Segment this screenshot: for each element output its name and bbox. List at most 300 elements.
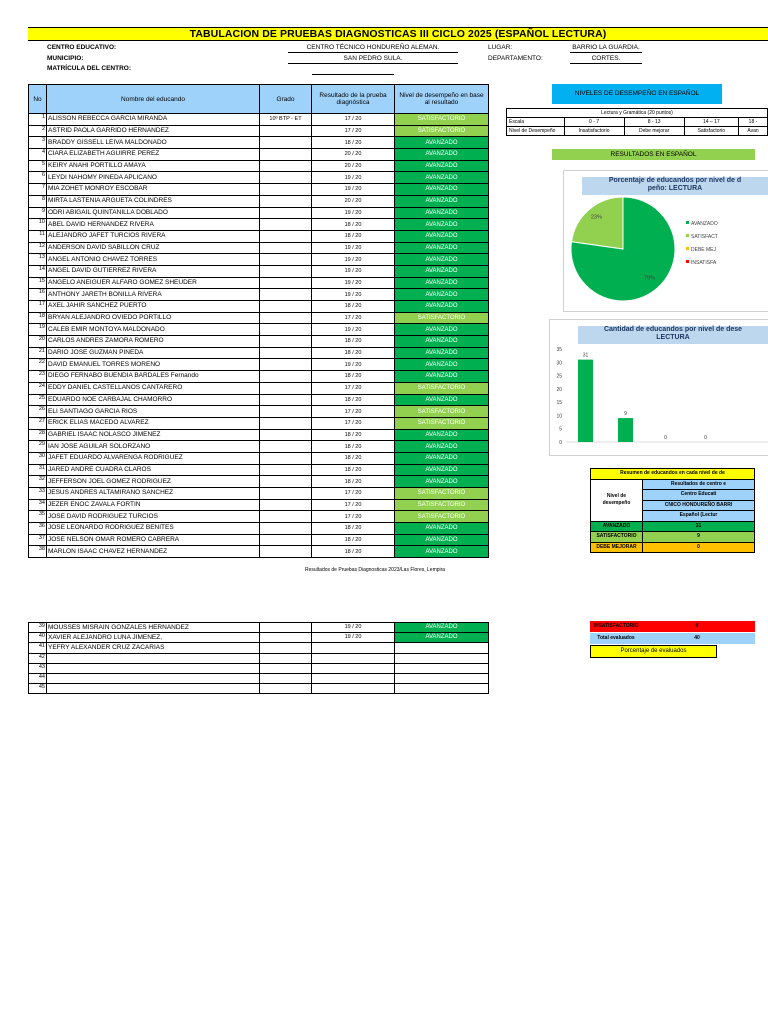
student-grado[interactable]	[260, 347, 312, 359]
bar-title-line: LECTURA	[656, 334, 690, 341]
row-number: 1	[29, 114, 47, 126]
table-row[interactable]	[29, 499, 489, 511]
student-score[interactable]: 17 / 20	[312, 406, 395, 418]
table-row[interactable]	[29, 125, 489, 137]
student-nivel: AVANZADO	[395, 371, 489, 383]
student-name[interactable]: MOUSSES MISRAIN GONZALES HERNANDEZ	[47, 623, 260, 633]
student-grado[interactable]	[260, 464, 312, 476]
student-name[interactable]: ASTRID PAOLA GARRIDO HERNANDEZ	[47, 125, 260, 137]
student-score[interactable]: 18 / 20	[312, 476, 395, 488]
lugar-value[interactable]: BARRIO LA GUARDIA.	[570, 44, 642, 53]
row-number: 30	[29, 452, 47, 464]
student-nivel: AVANZADO	[395, 336, 489, 348]
student-name[interactable]: ANGEL ANTONIO CHAVEZ TORRES	[47, 254, 260, 266]
row-number: 9	[29, 207, 47, 219]
student-nivel: AVANZADO	[395, 230, 489, 242]
student-score[interactable]: 18 / 20	[312, 301, 395, 313]
student-name[interactable]: ODRI ABIGAIL QUINTANILLA DOBLADO	[47, 207, 260, 219]
row-number: 16	[29, 289, 47, 301]
student-score[interactable]: 18 / 20	[312, 546, 395, 558]
student-grado[interactable]	[260, 394, 312, 406]
student-grado[interactable]	[260, 254, 312, 266]
row-number: 22	[29, 359, 47, 371]
student-score[interactable]: 18 / 20	[312, 137, 395, 149]
table-row[interactable]	[29, 394, 489, 406]
student-score[interactable]: 20 / 20	[312, 195, 395, 207]
centro-value[interactable]: CENTRO TÉCNICO HONDUREÑO ALEMAN.	[288, 44, 458, 53]
student-grado[interactable]	[260, 673, 312, 683]
student-score[interactable]: 17 / 20	[312, 382, 395, 394]
student-name[interactable]: ANTHONY JARETH BONILLA RIVERA	[47, 289, 260, 301]
porcentaje-label: Porcentaje de evaluados	[590, 645, 717, 658]
student-grado[interactable]	[260, 312, 312, 324]
row-number: 36	[29, 523, 47, 535]
student-nivel: AVANZADO	[395, 149, 489, 161]
table-row[interactable]	[29, 301, 489, 313]
resumen-resultados-label: Resultados de centro e	[643, 479, 755, 490]
escala-cell: 8 - 13	[624, 118, 684, 127]
students-tbody	[29, 114, 489, 558]
student-name[interactable]: JOSE NELSON OMAR ROMERO CABRERA	[47, 534, 260, 546]
student-grado[interactable]	[260, 406, 312, 418]
table-row[interactable]	[29, 149, 489, 161]
student-name[interactable]: CIARA ELIZABETH AGUIRRE PEREZ	[47, 149, 260, 161]
student-score[interactable]: 17 / 20	[312, 417, 395, 429]
student-score[interactable]: 20 / 20	[312, 149, 395, 161]
nivel-cell: Insatisfactorio	[564, 127, 624, 136]
resumen-level-value: 0	[643, 542, 755, 553]
depto-value[interactable]: CORTES.	[570, 55, 642, 64]
student-nivel: AVANZADO	[395, 452, 489, 464]
student-grado[interactable]	[260, 653, 312, 663]
student-score[interactable]: 19 / 20	[312, 324, 395, 336]
student-score[interactable]: 19 / 20	[312, 359, 395, 371]
table-row[interactable]	[29, 406, 489, 418]
student-name[interactable]	[47, 653, 260, 663]
student-name[interactable]: JAFET EDUARDO ALVARENGA RODRIGUEZ	[47, 452, 260, 464]
student-grado[interactable]	[260, 429, 312, 441]
table-row[interactable]	[29, 347, 489, 359]
table-row[interactable]	[29, 137, 489, 149]
student-grado[interactable]	[260, 265, 312, 277]
resumen-row	[591, 521, 755, 532]
pie-slice-satisfactorio	[572, 197, 623, 249]
student-name[interactable]: JESUS ANDRES ALTAMIRANO SANCHEZ	[47, 488, 260, 500]
student-grado[interactable]	[260, 488, 312, 500]
student-score[interactable]: 17 / 20	[312, 114, 395, 126]
y-tick-label: 15	[556, 400, 562, 407]
student-score[interactable]: 18 / 20	[312, 347, 395, 359]
student-grado[interactable]	[260, 663, 312, 673]
row-number: 12	[29, 242, 47, 254]
student-name[interactable]: ALEJANDRO JAFET TURCIOS RIVERA	[47, 230, 260, 242]
student-grado[interactable]	[260, 230, 312, 242]
student-score[interactable]: 19 / 20	[312, 172, 395, 184]
bar-title-line: Cantidad de educandos por nivel de dese	[603, 326, 743, 333]
student-nivel: AVANZADO	[395, 207, 489, 219]
student-nivel: AVANZADO	[395, 441, 489, 453]
student-score[interactable]: 18 / 20	[312, 230, 395, 242]
student-name[interactable]: CALEB EMIR MONTOYA MALDONADO	[47, 324, 260, 336]
student-score[interactable]: 19 / 20	[312, 254, 395, 266]
matricula-value[interactable]	[312, 65, 394, 75]
student-name[interactable]: JOSE LEONARDO RODRIGUEZ BENITES	[47, 523, 260, 535]
resumen-centro-value: CNICO HONDUREÑO BARRI	[643, 500, 755, 511]
resumen-centro-label: Centro Educati	[643, 490, 755, 501]
table-row[interactable]	[29, 289, 489, 301]
resumen-level-label: DEBE MEJORAR	[591, 542, 643, 553]
table-row[interactable]	[29, 195, 489, 207]
student-score[interactable]: 18 / 20	[312, 441, 395, 453]
row-number: 29	[29, 441, 47, 453]
student-nivel: SATISFACTORIO	[395, 417, 489, 429]
row-number: 14	[29, 265, 47, 277]
bar-avanzado	[578, 360, 593, 442]
student-grado[interactable]	[260, 125, 312, 137]
table-row[interactable]	[29, 684, 489, 694]
student-nivel: SATISFACTORIO	[395, 382, 489, 394]
row-number: 32	[29, 476, 47, 488]
row-number: 21	[29, 347, 47, 359]
student-nivel: AVANZADO	[395, 160, 489, 172]
student-score[interactable]: 19 / 20	[312, 184, 395, 196]
row-number: 42	[29, 653, 47, 663]
students-tbody-2	[29, 623, 489, 694]
table-row[interactable]	[29, 160, 489, 172]
student-name[interactable]: LEYDI NAHOMY PINEDA APLICANO	[47, 172, 260, 184]
bar-svg	[550, 344, 768, 454]
student-name[interactable]: EDDY DANIEL CASTELLANOS CANTARERO	[47, 382, 260, 394]
table-row[interactable]	[29, 623, 489, 633]
student-name[interactable]: MIRTA LASTENIA ARGUETA COLINDRES	[47, 195, 260, 207]
row-number: 15	[29, 277, 47, 289]
student-name[interactable]: EDUARDO NOE CARBAJAL CHAMORRO	[47, 394, 260, 406]
student-score[interactable]: 18 / 20	[312, 336, 395, 348]
student-score[interactable]: 19 / 20	[312, 289, 395, 301]
row-number: 37	[29, 534, 47, 546]
student-grado[interactable]	[260, 623, 312, 633]
resumen-level-value: 9	[643, 532, 755, 543]
bar-chart	[549, 319, 768, 456]
nivel-cell: Debe mejorar	[624, 127, 684, 136]
student-score[interactable]: 18 / 20	[312, 464, 395, 476]
student-name[interactable]: IAN JOSE AGUILAR SOLORZANO	[47, 441, 260, 453]
municipio-label: MUNICIPIO:	[47, 55, 84, 62]
student-grado[interactable]	[260, 371, 312, 383]
student-grado[interactable]	[260, 499, 312, 511]
col-header-nombre: Nombre del educando	[47, 85, 260, 114]
row-number: 4	[29, 149, 47, 161]
table-row[interactable]	[29, 441, 489, 453]
table-row[interactable]	[29, 382, 489, 394]
y-tick-label: 10	[556, 413, 562, 420]
row-number: 31	[29, 464, 47, 476]
row-number: 8	[29, 195, 47, 207]
student-score[interactable]: 19 / 20	[312, 633, 395, 643]
student-grado[interactable]	[260, 195, 312, 207]
student-grado[interactable]	[260, 452, 312, 464]
student-score[interactable]: 17 / 20	[312, 488, 395, 500]
student-name[interactable]: ANGEL DAVID GUTIERREZ RIVERA	[47, 265, 260, 277]
student-name[interactable]: GABRIEL ISAAC NOLASCO JIMENEZ	[47, 429, 260, 441]
y-tick-label: 30	[556, 360, 562, 367]
resumen-asignatura: Español (Lectur	[643, 511, 755, 522]
student-nivel: SATISFACTORIO	[395, 499, 489, 511]
student-name[interactable]	[47, 684, 260, 694]
insatisfactorio-value: 0	[695, 623, 699, 629]
table-row[interactable]	[29, 476, 489, 488]
student-grado[interactable]	[260, 184, 312, 196]
student-name[interactable]: DIEGO FERNABO BUENDIA BARDALES Fernando	[47, 371, 260, 383]
table-row[interactable]	[29, 523, 489, 535]
row-number: 27	[29, 417, 47, 429]
table-row[interactable]	[29, 172, 489, 184]
y-tick-label: 20	[556, 386, 562, 393]
student-grado[interactable]	[260, 336, 312, 348]
student-grado[interactable]	[260, 382, 312, 394]
student-grado[interactable]	[260, 476, 312, 488]
student-score[interactable]: 19 / 20	[312, 277, 395, 289]
student-name[interactable]: BRADDY GISSELL LEIVA MALDONADO	[47, 137, 260, 149]
resumen-row	[591, 542, 755, 553]
insatisfactorio-row	[590, 621, 755, 632]
students-table-2	[28, 622, 489, 694]
table-row[interactable]	[29, 184, 489, 196]
student-score[interactable]	[312, 653, 395, 663]
sheet-title: TABULACION DE PRUEBAS DIAGNOSTICAS III CICLO 2025 (ESPAÑOL LECTURA)	[28, 27, 768, 41]
student-score[interactable]: 18 / 20	[312, 534, 395, 546]
table-row[interactable]	[29, 242, 489, 254]
student-nivel: AVANZADO	[395, 429, 489, 441]
table-row[interactable]	[29, 312, 489, 324]
table-row[interactable]	[29, 277, 489, 289]
student-name[interactable]: DARIO JOSE GUZMAN PINEDA	[47, 347, 260, 359]
student-name[interactable]: ALISSON REBECCA GARCIA MIRANDA	[47, 114, 260, 126]
escala-cell: 18 -	[738, 118, 767, 127]
student-name[interactable]: ABEL DAVID HERNANDEZ RIVERA	[47, 219, 260, 231]
bar-satisfactorio	[618, 418, 633, 442]
student-grado[interactable]	[260, 643, 312, 653]
student-name[interactable]: JEZER ENOC ZAVALA FORTIN	[47, 499, 260, 511]
pie-data-label: 78%	[644, 275, 656, 282]
resumen-title-row	[591, 469, 755, 480]
table-row[interactable]	[29, 653, 489, 663]
student-name[interactable]: KEIRY ANAHI PORTILLO AMAYA	[47, 160, 260, 172]
col-header-grado: Grado	[260, 85, 312, 114]
student-grado[interactable]: 10º BTP - ET	[260, 114, 312, 126]
student-name[interactable]: ANDERSON DAVID SABILLON CRUZ	[47, 242, 260, 254]
table-row[interactable]	[29, 114, 489, 126]
municipio-value[interactable]: SAN PEDRO SULA.	[288, 55, 458, 64]
student-grado[interactable]	[260, 324, 312, 336]
student-name[interactable]	[47, 673, 260, 683]
escala-row	[507, 118, 768, 127]
student-name[interactable]: JOSE DAVID RODRIGUEZ TURCIOS	[47, 511, 260, 523]
student-name[interactable]: BRYAN ALEJANDRO OVIEDO PORTILLO	[47, 312, 260, 324]
row-number: 19	[29, 324, 47, 336]
student-score[interactable]	[312, 643, 395, 653]
table-row[interactable]	[29, 452, 489, 464]
row-number: 25	[29, 394, 47, 406]
pie-title-line: peño: LECTURA	[647, 185, 703, 192]
student-grado[interactable]	[260, 172, 312, 184]
student-grado[interactable]	[260, 242, 312, 254]
student-score[interactable]: 17 / 20	[312, 511, 395, 523]
student-nivel: SATISFACTORIO	[395, 312, 489, 324]
student-nivel	[395, 643, 489, 653]
student-score[interactable]: 18 / 20	[312, 452, 395, 464]
legend-swatch	[686, 260, 689, 263]
table-row[interactable]	[29, 219, 489, 231]
student-grado[interactable]	[260, 633, 312, 643]
student-score[interactable]	[312, 684, 395, 694]
table-row[interactable]	[29, 359, 489, 371]
student-name[interactable]: CARLOS ANDRES ZAMORA ROMERO	[47, 336, 260, 348]
student-grado[interactable]	[260, 149, 312, 161]
student-score[interactable]: 17 / 20	[312, 499, 395, 511]
table-row[interactable]	[29, 663, 489, 673]
table-row[interactable]	[29, 230, 489, 242]
table-row[interactable]	[29, 534, 489, 546]
bar-data-label: 9	[624, 411, 627, 418]
row-number: 44	[29, 673, 47, 683]
student-score[interactable]: 18 / 20	[312, 371, 395, 383]
table-row[interactable]	[29, 207, 489, 219]
student-score[interactable]: 19 / 20	[312, 207, 395, 219]
table-row[interactable]	[29, 254, 489, 266]
table-row[interactable]	[29, 336, 489, 348]
student-grado[interactable]	[260, 219, 312, 231]
student-grado[interactable]	[260, 684, 312, 694]
student-nivel: AVANZADO	[395, 242, 489, 254]
student-name[interactable]: JARED ANDRE CUADRA CLAROS	[47, 464, 260, 476]
student-score[interactable]: 19 / 20	[312, 265, 395, 277]
row-number: 38	[29, 546, 47, 558]
student-grado[interactable]	[260, 207, 312, 219]
y-tick-label: 35	[556, 347, 562, 353]
students-table	[28, 84, 489, 558]
student-name[interactable]: ELI SANTIAGO GARCIA RIOS	[47, 406, 260, 418]
nivel-cell: Satisfactorio	[684, 127, 738, 136]
student-grado[interactable]	[260, 137, 312, 149]
table-row[interactable]	[29, 265, 489, 277]
student-name[interactable]: ERICK ELIAS MACEDO ALVAREZ	[47, 417, 260, 429]
table-row[interactable]	[29, 371, 489, 383]
student-grado[interactable]	[260, 160, 312, 172]
pie-chart	[563, 170, 768, 312]
row-number: 6	[29, 172, 47, 184]
table-row[interactable]	[29, 643, 489, 653]
footer-caption: Resultados de Pruebas Diagnosticas 2023/Las Flores, Lempira	[305, 567, 446, 573]
nivel-cell: Avan	[738, 127, 767, 136]
student-nivel: SATISFACTORIO	[395, 488, 489, 500]
table-row[interactable]	[29, 324, 489, 336]
student-grado[interactable]	[260, 511, 312, 523]
student-name[interactable]: ANGELO ANEIGUER ALFARO GOMEZ SHEUDER	[47, 277, 260, 289]
student-name[interactable]: YEFRY ALEXANDER CRUZ ZACARIAS	[47, 643, 260, 653]
student-grado[interactable]	[260, 546, 312, 558]
student-nivel: AVANZADO	[395, 195, 489, 207]
student-nivel: AVANZADO	[395, 137, 489, 149]
table-row[interactable]	[29, 488, 489, 500]
table-row[interactable]	[29, 464, 489, 476]
col-header-resultado: Resultado de la prueba diagnóstica	[312, 85, 395, 114]
table-row[interactable]	[29, 511, 489, 523]
resumen-level-label: AVANZADO	[591, 521, 643, 532]
student-score[interactable]	[312, 673, 395, 683]
student-score[interactable]: 17 / 20	[312, 312, 395, 324]
student-grado[interactable]	[260, 289, 312, 301]
bar-data-label: 31	[582, 352, 589, 359]
student-score[interactable]: 18 / 20	[312, 219, 395, 231]
student-name[interactable]	[47, 663, 260, 673]
student-score[interactable]	[312, 663, 395, 673]
legend-swatch	[686, 247, 689, 250]
resumen-nivel-label: Nivel de desempeño	[591, 479, 643, 521]
row-number: 20	[29, 336, 47, 348]
depto-label: DEPARTAMENTO:	[488, 55, 543, 62]
student-grado[interactable]	[260, 277, 312, 289]
table-row[interactable]	[29, 546, 489, 558]
student-nivel: AVANZADO	[395, 301, 489, 313]
table-row[interactable]	[29, 673, 489, 683]
row-number: 39	[29, 623, 47, 633]
student-grado[interactable]	[260, 534, 312, 546]
student-grado[interactable]	[260, 301, 312, 313]
row-number: 33	[29, 488, 47, 500]
student-grado[interactable]	[260, 523, 312, 535]
col-header-no: No	[29, 85, 47, 114]
student-score[interactable]: 20 / 20	[312, 160, 395, 172]
row-number: 26	[29, 406, 47, 418]
student-nivel: SATISFACTORIO	[395, 511, 489, 523]
row-number: 43	[29, 663, 47, 673]
student-score[interactable]: 19 / 20	[312, 242, 395, 254]
student-grado[interactable]	[260, 359, 312, 371]
row-number: 3	[29, 137, 47, 149]
pie-chart-title	[582, 177, 768, 195]
student-name[interactable]: MIA ZOHET MONROY ESCOBAR	[47, 184, 260, 196]
row-number: 2	[29, 125, 47, 137]
student-nivel: AVANZADO	[395, 265, 489, 277]
student-grado[interactable]	[260, 441, 312, 453]
student-name[interactable]: JEFFERSON JOEL GOMEZ RODRIGUEZ	[47, 476, 260, 488]
table-row[interactable]	[29, 429, 489, 441]
student-nivel	[395, 653, 489, 663]
student-name[interactable]: XAVIER ALEJANDRO LUNA JIMENEZ,	[47, 633, 260, 643]
row-number: 5	[29, 160, 47, 172]
student-score[interactable]: 19 / 20	[312, 623, 395, 633]
row-number: 11	[29, 230, 47, 242]
student-score[interactable]: 18 / 20	[312, 429, 395, 441]
pie-data-label: 23%	[590, 214, 602, 221]
student-score[interactable]: 18 / 20	[312, 394, 395, 406]
table-row[interactable]	[29, 633, 489, 643]
row-number: 28	[29, 429, 47, 441]
student-score[interactable]: 18 / 20	[312, 523, 395, 535]
student-name[interactable]: DAVID EMANUEL TORRES MORENO	[47, 359, 260, 371]
student-name[interactable]: MARLON ISAAC CHAVEZ HERNANDEZ	[47, 546, 260, 558]
student-nivel: AVANZADO	[395, 534, 489, 546]
centro-label: CENTRO EDUCATIVO:	[47, 44, 117, 51]
table-row[interactable]	[29, 417, 489, 429]
bar-data-label: 0	[664, 435, 667, 441]
student-name[interactable]: AXEL JAHIR SANCHEZ PUERTO	[47, 301, 260, 313]
student-nivel: AVANZADO	[395, 324, 489, 336]
escala-cell: 0 - 7	[564, 118, 624, 127]
student-score[interactable]: 17 / 20	[312, 125, 395, 137]
student-grado[interactable]	[260, 417, 312, 429]
